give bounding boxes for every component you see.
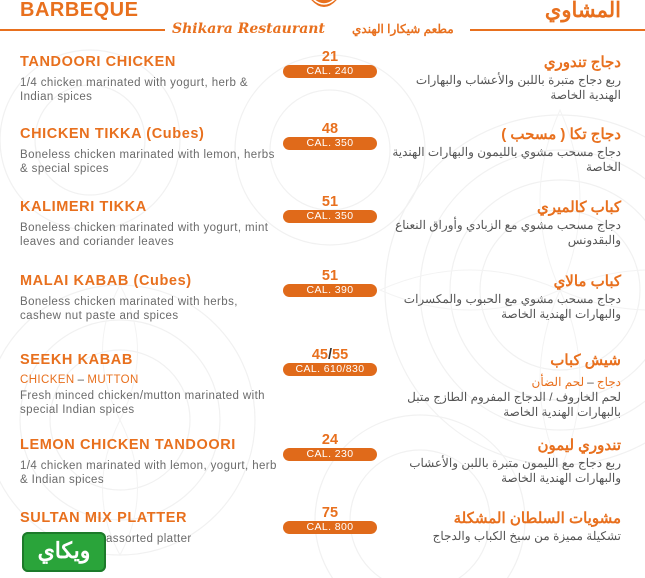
item-description-en: 1/4 chicken marinated with yogurt, herb & Indian spices bbox=[20, 77, 248, 103]
item-description-en: Fresh minced chicken/mutton marinated with special Indian spices bbox=[20, 390, 265, 416]
item-variants-en bbox=[20, 374, 139, 386]
watermark-logo: ويكاي bbox=[22, 532, 106, 572]
item-price: 75 bbox=[321, 505, 339, 521]
variant-mutton-ar: لحم الضأن bbox=[531, 375, 585, 389]
item-description-ar: ربع دجاج متبرة باللبن والأعشاب والبهارات الهندية الخاصة bbox=[415, 73, 621, 102]
item-description-en: assorted platter bbox=[106, 533, 192, 545]
header-divider-right bbox=[470, 29, 645, 31]
variant-chicken-ar: دجاج bbox=[596, 375, 621, 389]
item-name-ar: كباب مالاي bbox=[553, 273, 621, 290]
calorie-badge: CAL. 800 bbox=[283, 521, 377, 534]
item-description-en: 1/4 chicken marinated with lemon, yogurt, herb & Indian spices bbox=[20, 460, 277, 486]
calorie-badge: CAL. 390 bbox=[283, 284, 377, 297]
item-description-en: Boneless chicken marinated with yogurt, mint leaves and coriander leaves bbox=[20, 222, 269, 248]
item-description-en: Boneless chicken marinated with lemon, herbs & special spices bbox=[20, 149, 275, 175]
item-price: 48 bbox=[321, 121, 339, 137]
item-description-ar: لحم الخاروف / الدجاج المفروم الطازج متبل بالبهارات الهندية الخاصة bbox=[407, 390, 621, 419]
restaurant-name-ar: مطعم شيكارا الهندي bbox=[352, 22, 454, 36]
variant-chicken: CHICKEN bbox=[20, 374, 75, 386]
calorie-badge: CAL. 240 bbox=[283, 65, 377, 78]
calorie-badge: CAL. 230 bbox=[283, 448, 377, 461]
item-name-en: SEEKH KABAB bbox=[20, 352, 133, 368]
item-name-ar: شيش كباب bbox=[550, 352, 621, 369]
variant-mutton: MUTTON bbox=[87, 374, 139, 386]
item-price: 51 bbox=[321, 268, 339, 284]
price-chicken: 45 bbox=[311, 347, 328, 363]
item-name-en: TANDOORI CHICKEN bbox=[20, 54, 176, 70]
item-name-ar: دجاج تكا ( مسحب ) bbox=[501, 126, 621, 143]
item-name-en: MALAI KABAB (Cubes) bbox=[20, 273, 192, 289]
item-name-ar: دجاج تندوري bbox=[543, 54, 621, 71]
calorie-badge: CAL. 350 bbox=[283, 210, 377, 223]
item-description-ar: دجاج مسحب مشوي بالليمون والبهارات الهندية الخاصة bbox=[392, 145, 621, 174]
item-name-en: LEMON CHICKEN TANDOORI bbox=[20, 437, 236, 453]
price-mutton: 55 bbox=[332, 347, 349, 363]
item-name-en: KALIMERI TIKKA bbox=[20, 199, 147, 215]
item-description-en: Boneless chicken marinated with herbs, cashew nut paste and spices bbox=[20, 296, 238, 322]
header-divider-left bbox=[0, 29, 165, 31]
item-name-en: CHICKEN TIKKA (Cubes) bbox=[20, 126, 205, 142]
item-price: 24 bbox=[321, 432, 339, 448]
item-name-ar: كباب كالميري bbox=[536, 199, 621, 216]
variant-separator-ar: – bbox=[587, 375, 594, 389]
item-description-ar: دجاج مسحب مشوي مع الحبوب والمكسرات والبهارات الهندية الخاصة bbox=[403, 292, 621, 321]
calorie-badge: CAL. 350 bbox=[283, 137, 377, 150]
restaurant-logo-icon bbox=[306, 0, 342, 14]
item-price: 51 bbox=[321, 194, 339, 210]
variant-separator: – bbox=[77, 374, 85, 386]
item-description-ar: ربع دجاج مع الليمون متبرة باللبن والأعشاب والبهارات الهندية الخاصة bbox=[409, 456, 621, 485]
item-name-en: SULTAN MIX PLATTER bbox=[20, 510, 188, 526]
item-description-ar: تشكيلة مميزة من سيخ الكباب والدجاج bbox=[432, 529, 621, 543]
calorie-badge: CAL. 610/830 bbox=[283, 363, 377, 376]
item-name-ar: تندوري ليمون bbox=[537, 437, 621, 454]
item-description-ar: دجاج مسحب مشوي مع الزبادي وأوراق النعناع والبقدونس bbox=[395, 218, 621, 247]
item-price bbox=[283, 347, 377, 363]
item-price: 21 bbox=[321, 49, 339, 65]
section-title-ar: المشاوي bbox=[544, 0, 621, 22]
menu-header bbox=[0, 0, 645, 40]
item-variants-ar bbox=[532, 375, 621, 389]
item-name-ar: مشويات السلطان المشكلة bbox=[453, 510, 621, 527]
price-separator: / bbox=[327, 347, 333, 363]
restaurant-name-en: Shikara Restaurant bbox=[172, 21, 325, 37]
section-title-en: BARBEQUE bbox=[20, 0, 139, 21]
